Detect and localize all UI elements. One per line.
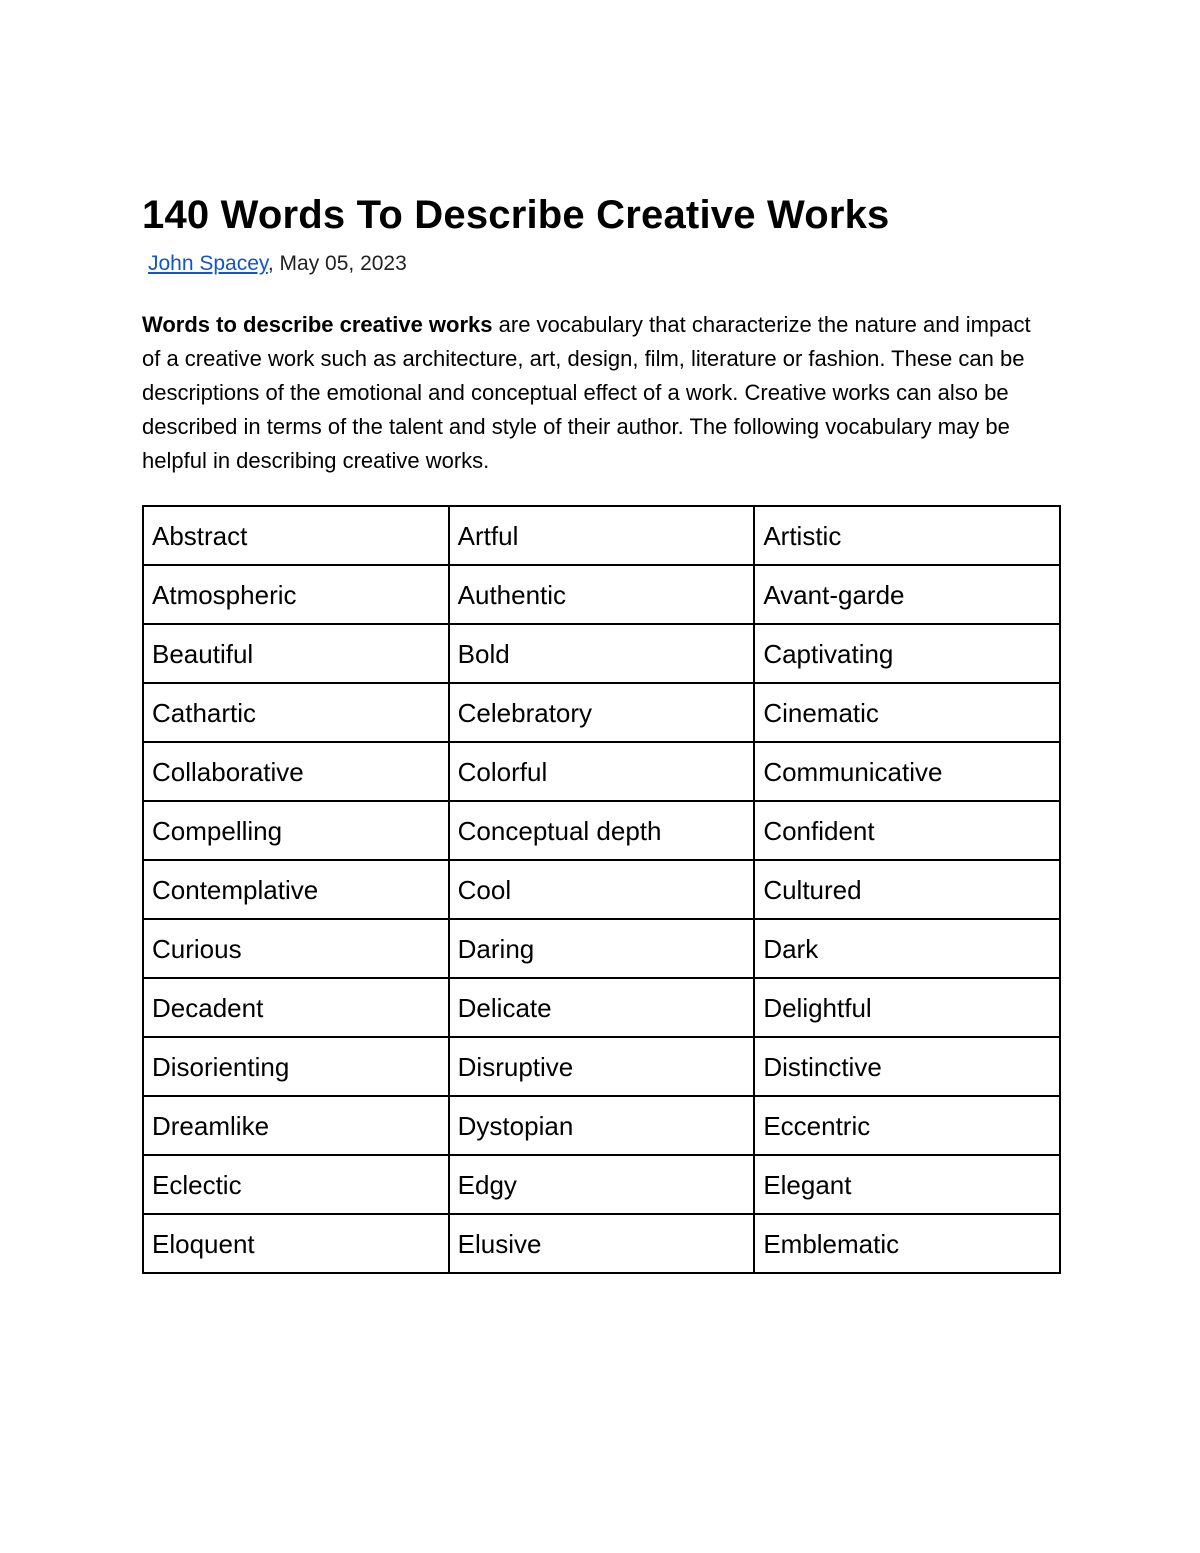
author-link[interactable]: John Spacey (148, 252, 268, 275)
table-row (143, 919, 1060, 978)
page-title: 140 Words To Describe Creative Works (142, 193, 890, 237)
document-page (142, 190, 1062, 1274)
table-cell: Celebratory (449, 683, 755, 742)
byline (142, 250, 1062, 278)
table-cell: Cool (449, 860, 755, 919)
table-row (143, 978, 1060, 1037)
table-cell: Communicative (754, 742, 1060, 801)
table-row (143, 801, 1060, 860)
table-row (143, 565, 1060, 624)
table-row (143, 506, 1060, 565)
words-table-body (143, 506, 1060, 1273)
intro-paragraph (142, 308, 1052, 478)
table-cell: Distinctive (754, 1037, 1060, 1096)
table-cell: Decadent (143, 978, 449, 1037)
table-row (143, 1155, 1060, 1214)
table-cell: Disruptive (449, 1037, 755, 1096)
table-cell: Elegant (754, 1155, 1060, 1214)
table-cell: Curious (143, 919, 449, 978)
table-cell: Daring (449, 919, 755, 978)
table-cell: Contemplative (143, 860, 449, 919)
table-cell: Compelling (143, 801, 449, 860)
publish-date: , May 05, 2023 (267, 252, 407, 275)
table-row (143, 742, 1060, 801)
table-cell: Eclectic (143, 1155, 449, 1214)
intro-lead: Words to describe creative works (142, 312, 493, 337)
table-cell: Cinematic (754, 683, 1060, 742)
table-cell: Authentic (449, 565, 755, 624)
table-cell: Confident (754, 801, 1060, 860)
table-cell: Colorful (449, 742, 755, 801)
table-cell: Abstract (143, 506, 449, 565)
words-table (142, 505, 1061, 1274)
table-cell: Cultured (754, 860, 1060, 919)
table-row (143, 1214, 1060, 1273)
table-cell: Dystopian (449, 1096, 755, 1155)
table-cell: Bold (449, 624, 755, 683)
table-cell: Conceptual depth (449, 801, 755, 860)
table-cell: Beautiful (143, 624, 449, 683)
table-cell: Dreamlike (143, 1096, 449, 1155)
table-cell: Dark (754, 919, 1060, 978)
table-row (143, 624, 1060, 683)
table-cell: Edgy (449, 1155, 755, 1214)
table-cell: Elusive (449, 1214, 755, 1273)
table-cell: Avant-garde (754, 565, 1060, 624)
table-cell: Eloquent (143, 1214, 449, 1273)
table-row (143, 1096, 1060, 1155)
table-cell: Eccentric (754, 1096, 1060, 1155)
intro-text: are vocabulary that characterize the nature and impact of a creative work such as architecture, art, design, film, literature or fashion. These can be descriptions of the emotional and conceptual effect of a work. Creative works can also be described in terms of the talent and style of their author. The following vocabulary may be helpful in describing creative works. (142, 312, 1031, 473)
table-cell: Disorienting (143, 1037, 449, 1096)
table-row (143, 683, 1060, 742)
table-cell: Collaborative (143, 742, 449, 801)
table-cell: Captivating (754, 624, 1060, 683)
table-cell: Artful (449, 506, 755, 565)
table-row (143, 1037, 1060, 1096)
table-cell: Artistic (754, 506, 1060, 565)
table-cell: Delicate (449, 978, 755, 1037)
table-row (143, 860, 1060, 919)
table-cell: Cathartic (143, 683, 449, 742)
table-cell: Atmospheric (143, 565, 449, 624)
table-cell: Emblematic (754, 1214, 1060, 1273)
table-cell: Delightful (754, 978, 1060, 1037)
